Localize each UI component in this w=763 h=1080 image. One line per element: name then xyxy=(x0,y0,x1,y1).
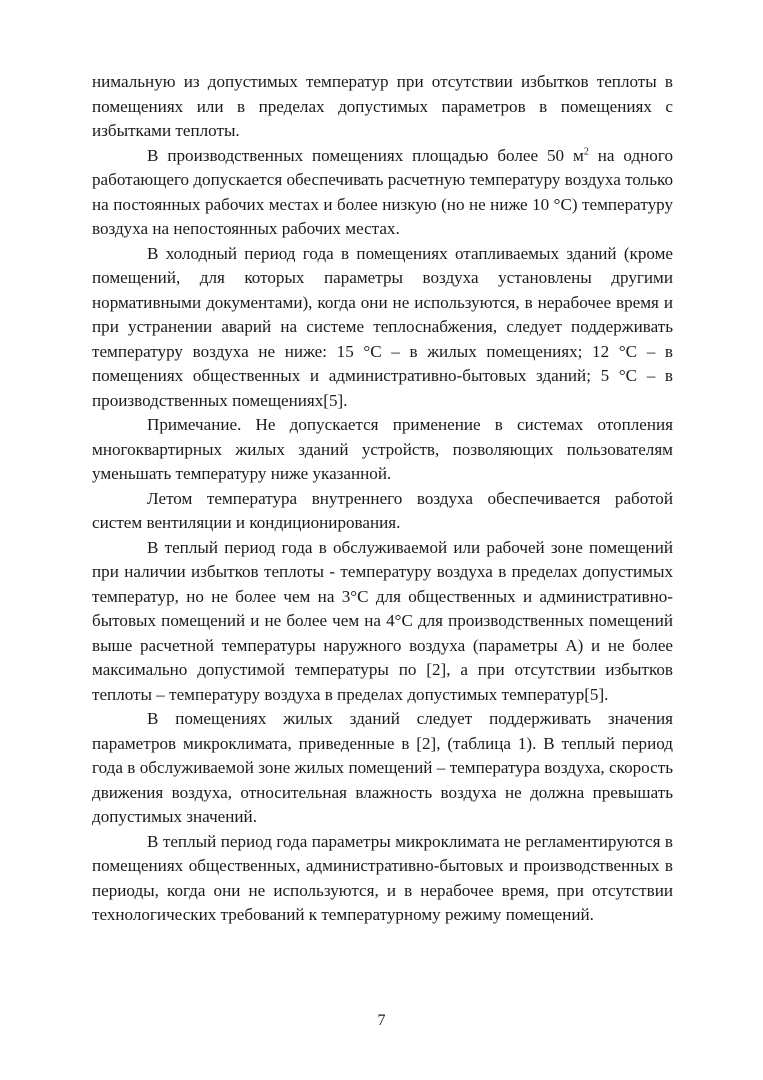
paragraph-text-part: В производственных помещениях площадью более 50 м xyxy=(147,145,584,165)
paragraph-summer: Летом температура внутреннего воздуха обеспечивается работой систем вентиляции и кондиционирования. xyxy=(92,488,673,532)
paragraph-cold-period: В холодный период года в помещениях отапливаемых зданий (кроме помещений, для которых параметры воздуха установлены другими нормативными документами), когда они не используются, в нерабочее время и при устранении аварий на системе теплоснабжения, следует поддерживать температуру воздуха не ниже: 15 °С – в жилых помещениях; 12 °С – в помещениях общественных и административно-бытовых зданий; 5 °С – в производственных помещениях[5]. xyxy=(92,243,673,410)
paragraph-area-temperature xyxy=(92,144,673,242)
paragraph-text-part: на одного работающего допускается обеспечивать расчетную температуру воздуха только на постоянных рабочих местах и более низкую (но не ниже 10 °С) температуру воздуха на непостоянных рабочих местах. xyxy=(92,145,673,238)
paragraph-warm-period: В теплый период года в обслуживаемой или рабочей зоне помещений при наличии избытков теплоты - температуру воздуха в пределах допустимых температур, но не более чем на 3°С для общественных и административно-бытовых помещений и не более чем на 4°С для производственных помещений выше расчетной температуры наружного воздуха (параметры А) и не более максимально допустимой температуры по [2], а при отсутствии избытков теплоты – температуру воздуха в пределах допустимых температур[5]. xyxy=(92,537,673,704)
paragraph-continuation: нимальную из допустимых температур при отсутствии избытков теплоты в помещениях или в пределах допустимых параметров в помещениях с избытками теплоты. xyxy=(92,72,673,140)
paragraph-residential: В помещениях жилых зданий следует поддерживать значения параметров микроклимата, приведенные в [2], (таблица 1). В теплый период года в обслуживаемой зоне жилых помещений – температура воздуха, скорость движения воздуха, относительная влажность воздуха не должна превышать допустимых значений. xyxy=(92,709,673,826)
paragraph-unregulated: В теплый период года параметры микроклимата не регламентируются в помещениях общественных, административно-бытовых и производственных в периоды, когда они не используются, и в нерабочее время, при отсутствии технологических требований к температурному режиму помещений. xyxy=(92,831,673,924)
superscript-squared: 2 xyxy=(583,145,589,157)
page-number: 7 xyxy=(377,1012,386,1029)
document-body xyxy=(92,70,673,928)
paragraph-note: Примечание. Не допускается применение в системах отопления многоквартирных жилых зданий устройств, позволяющих пользователям уменьшать температуру ниже указанной. xyxy=(92,415,673,483)
